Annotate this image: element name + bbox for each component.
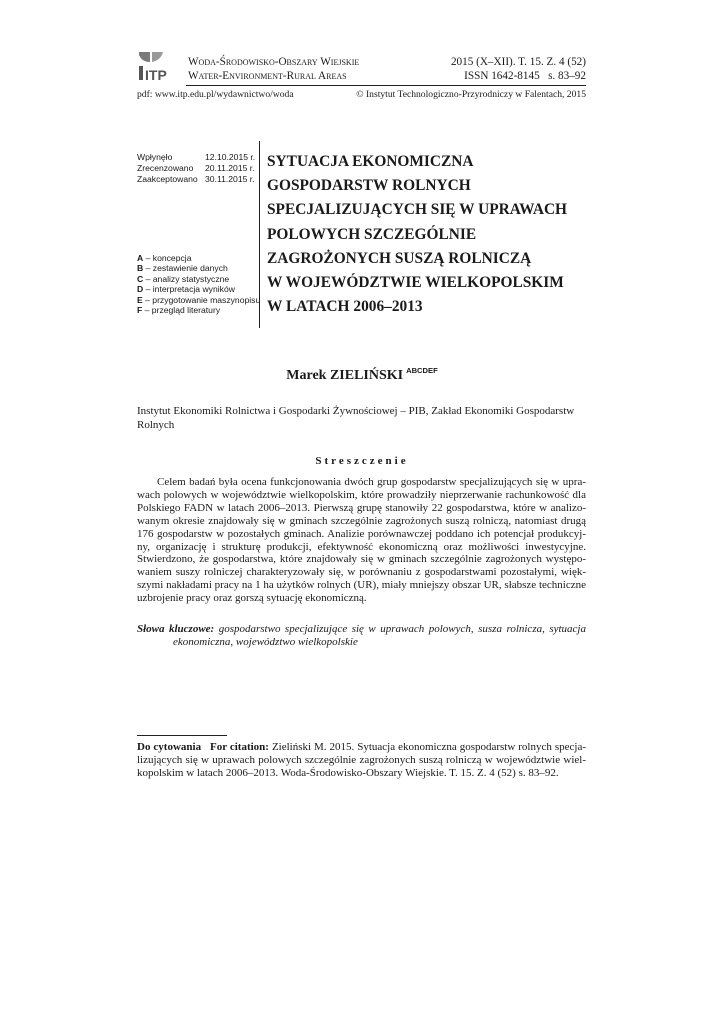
abstract-heading: Streszczenie [315,455,409,467]
author-contribution: ABCDEF [406,366,438,375]
role-item: E – przygotowanie maszynopisu [137,294,261,305]
title-line: W WOJEWÓDZTWIE WIELKOPOLSKIM [267,274,564,292]
journal-name-pl: Woda-Środowisko-Obszary Wiejskie [188,56,360,68]
abstract-line: Celem badań była ocena funkcjonowania dwóch grup gospodarstw specjalizujących się w upra- [157,476,586,488]
issue-number: 2015 (X–XII). T. 15. Z. 4 (52) [450,56,586,68]
logo-text: ITP [145,67,167,83]
title-line: SYTUACJA EKONOMICZNA [267,153,474,170]
issn-pages [420,69,586,83]
page-range: s. 83–92 [548,70,586,82]
author-name: Marek ZIELIŃSKI [286,368,404,383]
abstract-line: ny, organizację i strukturę produkcji, efektywność ekonomiczną oraz możliwości inwestycyjne. [137,540,586,553]
contribution-roles [137,253,260,315]
abstract-line: Stwierdzono, że gospodarstwa, które znajdowały się w gminach szczególnie zagrożonych występo- [137,553,586,566]
citation-line: kopolskim w latach 2006–2013. Woda-Środowisko-Obszary Wiejskie. T. 15. Z. 4 (52) s. 83–92. [137,766,559,779]
submission-dates [137,152,255,185]
pdf-url[interactable]: pdf: www.itp.edu.pl/wydawnictwo/woda [137,89,294,100]
role-item: D – interpretacja wyników [137,284,235,295]
citation-label: Do cytowania For citation: [137,741,269,753]
abstract-line: wach polowych w województwie wielkopolskim, które prowadziły nieprzerwanie rachunkowość dla [137,488,586,501]
title-line: W LATACH 2006–2013 [267,298,423,316]
header-rule [186,85,586,86]
itp-logo [137,50,177,84]
keywords [137,623,586,649]
citation-line: Do cytowania For citation: Zieliński M. 2015. Sytuacja ekonomiczna gospodarstw rolnych specja- [137,741,586,753]
abstract-line: wanym okresie znajdowały się w gminach szczególnie zagrożonych suszą rolniczą, natomiast drugą [137,514,586,527]
issn: ISSN 1642-8145 [464,70,540,82]
journal-names [188,55,359,83]
role-item: F – przegląd literatury [137,305,221,316]
abstract [137,476,586,605]
title-line: GOSPODARSTW ROLNYCH [267,177,471,195]
role-item: C – analizy statystyczne [137,273,230,284]
title-divider [259,141,260,328]
role-item: B – zestawienie danych [137,263,228,274]
issue-info [420,55,586,83]
keywords-label: Słowa kluczowe: [137,623,215,635]
title-line: ZAGROŻONYCH SUSZĄ ROLNICZĄ [267,249,532,267]
keywords-line: Słowa kluczowe: gospodarstwo specjalizujące się w uprawach polowych, susza rolnicza, sytuacja [137,623,586,635]
abstract-line: uzbrojenie pracy oraz gorszą sytuację ekonomiczną. [137,592,367,605]
citation-line: lizujących się w uprawach polowych szczególnie zagrożonych suszą rolniczą w województwie wiel- [137,753,586,766]
citation [137,741,586,780]
copyright: © Instytut Technologiczno-Przyrodniczy w Falentach, 2015 [356,89,586,100]
footnote-rule [137,735,227,736]
title-line: SPECJALIZUJĄCYCH SIĘ W UPRAWACH [267,201,568,219]
date-row: Wpłynęło 12.10.2015 r. [137,152,256,162]
author [0,366,724,384]
abstract-line: Polskiego FADN w latach 2006–2013. Pierwszą grupę stanowiły 22 gospodarstwa, które w analizo- [137,501,586,514]
abstract-line: waniem suszy rolniczej charakteryzowały się, w porównaniu z gospodarstwami pozostałymi, więk- [137,566,586,579]
article-title [267,150,597,319]
role-item: A – koncepcja [137,253,192,263]
keywords-line: ekonomiczna, województwo wielkopolskie [173,636,358,648]
journal-name-en: Water-Environment-Rural Areas [188,70,347,82]
date-row: Zaakceptowano 30.11.2015 r. [137,174,255,184]
abstract-line: 176 gospodarstw w pozostałych gminach. Analizie porównawczej poddano ich potencjał produkcyj- [137,527,586,540]
affiliation: Instytut Ekonomiki Rolnictwa i Gospodarki Żywnościowej – PIB, Zakład Ekonomiki Gospodarstw Rolnych [137,405,575,431]
abstract-line: szymi nakładami pracy na 1 ha użytków rolnych (UR), miały mniejszy obszar UR, słabsze techniczne [137,579,586,592]
title-line: POLOWYCH SZCZEGÓLNIE [267,225,477,243]
date-row: Zrecenzowano 20.11.2015 r. [137,163,255,173]
